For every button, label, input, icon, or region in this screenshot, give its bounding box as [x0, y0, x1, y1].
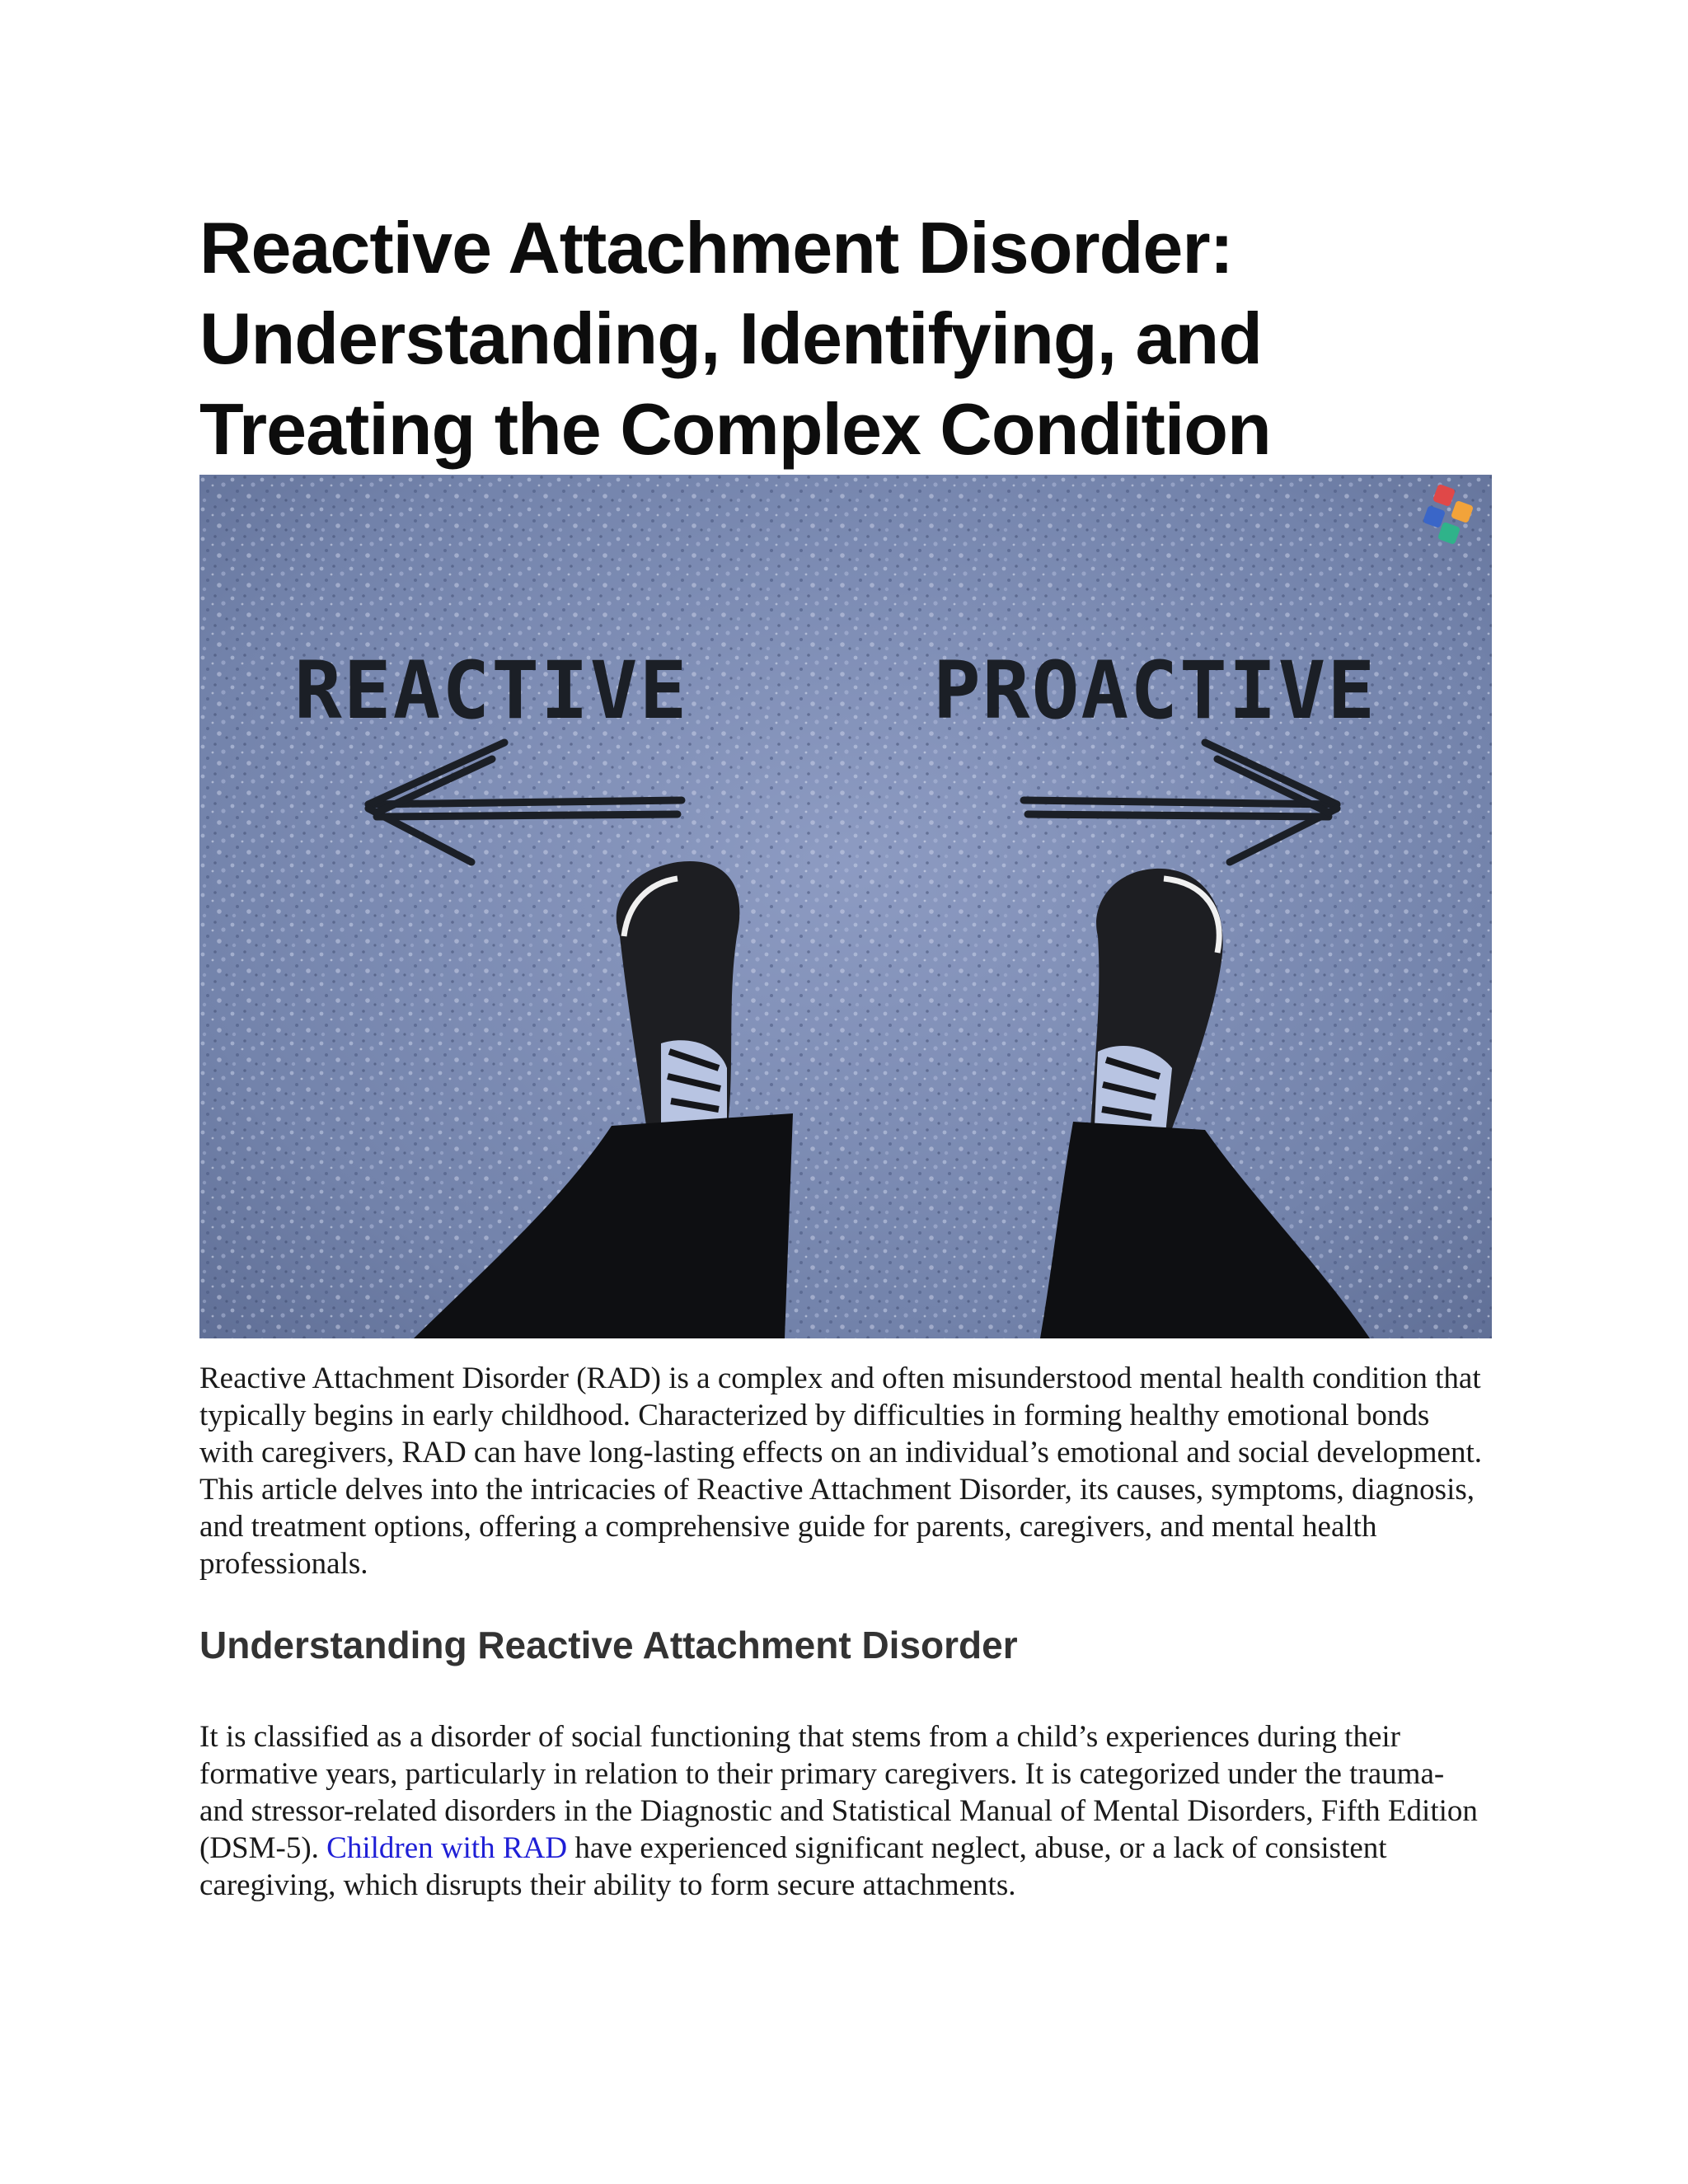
hero-word-reactive: REACTIVE	[294, 644, 689, 737]
children-with-rad-link[interactable]: Children with RAD	[326, 1831, 568, 1865]
section-paragraph-text-after: have experienced significant neglect, abuse, or a lack of consistent caregiving, which disrupts their ability to form secure attachments.	[199, 1831, 1387, 1902]
section-paragraph	[199, 1718, 1485, 1904]
section-paragraph-text-before: It is classified as a disorder of social functioning that stems from a child’s experiences during their formative years, particularly in relation to their primary caregivers. It is categorized under the trauma- and stressor-related disorders in the Diagnostic and Statistical Manual of Mental Disorders, Fifth Edition (DSM-5).	[199, 1720, 1478, 1865]
section-heading: Understanding Reactive Attachment Disorder	[199, 1624, 1018, 1666]
intro-paragraph: Reactive Attachment Disorder (RAD) is a complex and often misunderstood mental health condition that typically begins in early childhood. Characterized by difficulties in forming healthy emotional bonds with caregivers, RAD can have long-lasting effects on an individual’s emotional and social development. This article delves into the intricacies of Reactive Attachment Disorder, its causes, symptoms, diagnosis, and treatment options, offering a comprehensive guide for parents, caregivers, and mental health professionals.	[199, 1361, 1482, 1581]
hero-image	[199, 475, 1492, 1338]
hero-illustration	[199, 475, 1492, 1338]
article-title: Reactive Attachment Disorder: Understanding, Identifying, and Treating the Complex Condition	[199, 207, 1271, 470]
hero-word-proactive: PROACTIVE	[933, 644, 1377, 737]
